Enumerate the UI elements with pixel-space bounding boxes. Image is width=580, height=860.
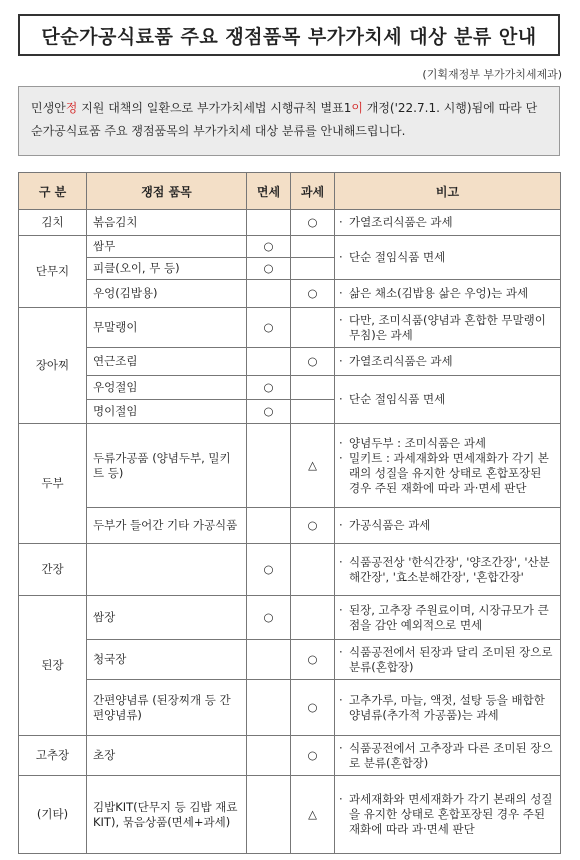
table-row xyxy=(19,308,561,348)
taxed-cell: ○ xyxy=(291,640,335,680)
item-cell: 우엉(김밥용) xyxy=(87,280,247,308)
item-cell: 초장 xyxy=(87,736,247,776)
category-cell: 고추장 xyxy=(19,736,87,776)
taxed-cell xyxy=(291,596,335,640)
note-cell: · 과세재화와 면세재화가 각기 본래의 성질을 유지한 상태로 혼합포장된 경우 주된 재화에 따라 과·면세 판단 xyxy=(335,776,561,854)
table-row xyxy=(19,640,561,680)
taxed-cell xyxy=(291,258,335,280)
exempt-cell: ○ xyxy=(247,544,291,596)
note-text: 과세재화와 면세재화가 각기 본래의 성질을 유지한 상태로 혼합포장된 경우 주된 재화에 따라 과·면세 판단 xyxy=(349,792,553,836)
intro-highlight-1: 정 xyxy=(65,101,78,115)
taxed-cell xyxy=(291,544,335,596)
table-row xyxy=(19,736,561,776)
note-text: 식품공전에서 고추장과 다른 조미된 장으로 분류(혼합장) xyxy=(349,740,553,770)
category-cell: 단무지 xyxy=(19,236,87,308)
taxed-cell xyxy=(291,376,335,400)
note-text: 다만, 조미식품(양념과 혼합한 무말랭이 무침)은 과세 xyxy=(349,312,546,342)
exempt-cell xyxy=(247,424,291,508)
item-cell: 간편양념류 (된장찌개 등 간편양념류) xyxy=(87,680,247,736)
note-cell: · 다만, 조미식품(양념과 혼합한 무말랭이 무침)은 과세 xyxy=(335,308,561,348)
table-row xyxy=(19,236,561,258)
table-row xyxy=(19,596,561,640)
note-cell: · 단순 절임식품 면세 xyxy=(335,376,561,424)
note-text: 식품공전에서 된장과 달리 조미된 장으로 분류(혼합장) xyxy=(349,644,553,674)
item-cell: 연근조림 xyxy=(87,348,247,376)
item-cell: 무말랭이 xyxy=(87,308,247,348)
taxed-cell: △ xyxy=(291,424,335,508)
header-taxed: 과세 xyxy=(291,173,335,210)
exempt-cell: ○ xyxy=(247,258,291,280)
item-cell: 명이절임 xyxy=(87,400,247,424)
note-cell: · 가열조리식품은 과세 xyxy=(335,348,561,376)
category-cell: 된장 xyxy=(19,596,87,736)
note-text: 밀키트 : 과세재화와 면세재화가 각기 본래의 성질을 유지한 상태로 혼합포장된 경우 주된 재화에 따라 과·면세 판단 xyxy=(349,450,549,495)
header-exempt: 면세 xyxy=(247,173,291,210)
exempt-cell xyxy=(247,210,291,236)
note-text: 삶은 채소(김밥용 삶은 우엉)는 과세 xyxy=(349,286,529,300)
note-cell: · 양념두부 : 조미식품은 과세 · 밀키트 : 과세재화와 면세재화가 각기 본래의 성질을 유지한 상태로 혼합포장된 경우 주된 재화에 따라 과·면세 판단 xyxy=(335,424,561,508)
exempt-cell xyxy=(247,776,291,854)
exempt-cell xyxy=(247,280,291,308)
item-cell: 쌈무 xyxy=(87,236,247,258)
note-text: 식품공전상 '한식간장', '양조간장', '산분해간장', '효소분해간장', '혼합간장' xyxy=(349,554,550,584)
item-cell: 우엉절임 xyxy=(87,376,247,400)
item-cell: 쌈장 xyxy=(87,596,247,640)
item-cell: 김밥KIT(단무지 등 김밥 재료 KIT), 묶음상품(면세+과세) xyxy=(87,776,247,854)
note-cell: · 가열조리식품은 과세 xyxy=(335,210,561,236)
item-cell: 피클(오이, 무 등) xyxy=(87,258,247,280)
category-cell: 간장 xyxy=(19,544,87,596)
title-text: 단순가공식료품 주요 쟁점품목 부가가치세 대상 분류 안내 xyxy=(41,25,537,48)
taxed-cell: ○ xyxy=(291,508,335,544)
taxed-cell xyxy=(291,400,335,424)
table-row xyxy=(19,680,561,736)
note-cell: · 단순 절임식품 면세 xyxy=(335,236,561,280)
header-note: 비고 xyxy=(335,173,561,210)
note-text: 양념두부 : 조미식품은 과세 xyxy=(349,435,487,450)
header-category: 구 분 xyxy=(19,173,87,210)
intro-text-1: 민생안 xyxy=(31,101,66,115)
table-row xyxy=(19,544,561,596)
taxed-cell: ○ xyxy=(291,680,335,736)
table-row xyxy=(19,376,561,400)
note-text: 가공식품은 과세 xyxy=(349,518,431,532)
note-text: 가열조리식품은 과세 xyxy=(349,354,453,368)
table-header-row xyxy=(19,173,561,210)
taxed-cell xyxy=(291,308,335,348)
table-row xyxy=(19,424,561,508)
note-text: 된장, 고추장 주원료이며, 시장규모가 큰 점을 감안 예외적으로 면세 xyxy=(349,602,549,632)
note-cell: · 고추가루, 마늘, 액젓, 설탕 등을 배합한 양념류(추가적 가공품)는 과세 xyxy=(335,680,561,736)
category-cell: 두부 xyxy=(19,424,87,544)
taxed-cell: ○ xyxy=(291,210,335,236)
note-text: 단순 절임식품 면세 xyxy=(349,392,446,406)
note-cell: · 식품공전에서 된장과 달리 조미된 장으로 분류(혼합장) xyxy=(335,640,561,680)
document-title xyxy=(18,14,560,56)
item-cell: 볶음김치 xyxy=(87,210,247,236)
table-row xyxy=(19,508,561,544)
exempt-cell: ○ xyxy=(247,236,291,258)
table-row xyxy=(19,348,561,376)
intro-text-2: 지원 대책의 일환으로 부가가치세법 시행규칙 별표1 xyxy=(77,101,352,115)
note-cell: · 가공식품은 과세 xyxy=(335,508,561,544)
item-cell xyxy=(87,544,247,596)
taxed-cell: ○ xyxy=(291,348,335,376)
note-text: 가열조리식품은 과세 xyxy=(349,215,453,229)
header-item: 쟁점 품목 xyxy=(87,173,247,210)
category-cell: 장아찌 xyxy=(19,308,87,424)
exempt-cell: ○ xyxy=(247,596,291,640)
category-cell: (기타) xyxy=(19,776,87,854)
note-cell: · 삶은 채소(김밥용 삶은 우엉)는 과세 xyxy=(335,280,561,308)
item-cell: 두부가 들어간 기타 가공식품 xyxy=(87,508,247,544)
taxed-cell: ○ xyxy=(291,736,335,776)
intro-box xyxy=(18,86,560,156)
table-row xyxy=(19,210,561,236)
note-text: 단순 절임식품 면세 xyxy=(349,250,446,264)
table-row xyxy=(19,776,561,854)
taxed-cell: △ xyxy=(291,776,335,854)
note-cell: · 된장, 고추장 주원료이며, 시장규모가 큰 점을 감안 예외적으로 면세 xyxy=(335,596,561,640)
exempt-cell: ○ xyxy=(247,400,291,424)
exempt-cell: ○ xyxy=(247,376,291,400)
exempt-cell xyxy=(247,348,291,376)
note-cell: · 식품공전상 '한식간장', '양조간장', '산분해간장', '효소분해간장', '혼합간장' xyxy=(335,544,561,596)
exempt-cell xyxy=(247,508,291,544)
intro-highlight-2: 이 xyxy=(351,101,363,115)
taxed-cell: ○ xyxy=(291,280,335,308)
item-cell: 두류가공품 (양념두부, 밀키트 등) xyxy=(87,424,247,508)
intro-text-3: 개정('22.7.1. 시행)됨에 따라 단순가공식료품 주요 쟁점품목의 부가가치세 대상 분류를 안내해드립니다. xyxy=(31,101,538,138)
exempt-cell: ○ xyxy=(247,308,291,348)
classification-table xyxy=(18,172,561,854)
table-row xyxy=(19,280,561,308)
exempt-cell xyxy=(247,736,291,776)
department-label: (기획재정부 부가가치세제과) xyxy=(422,68,562,81)
exempt-cell xyxy=(247,680,291,736)
item-cell: 청국장 xyxy=(87,640,247,680)
exempt-cell xyxy=(247,640,291,680)
note-text: 고추가루, 마늘, 액젓, 설탕 등을 배합한 양념류(추가적 가공품)는 과세 xyxy=(349,692,545,722)
note-cell: · 식품공전에서 고추장과 다른 조미된 장으로 분류(혼합장) xyxy=(335,736,561,776)
taxed-cell xyxy=(291,236,335,258)
category-cell: 김치 xyxy=(19,210,87,236)
